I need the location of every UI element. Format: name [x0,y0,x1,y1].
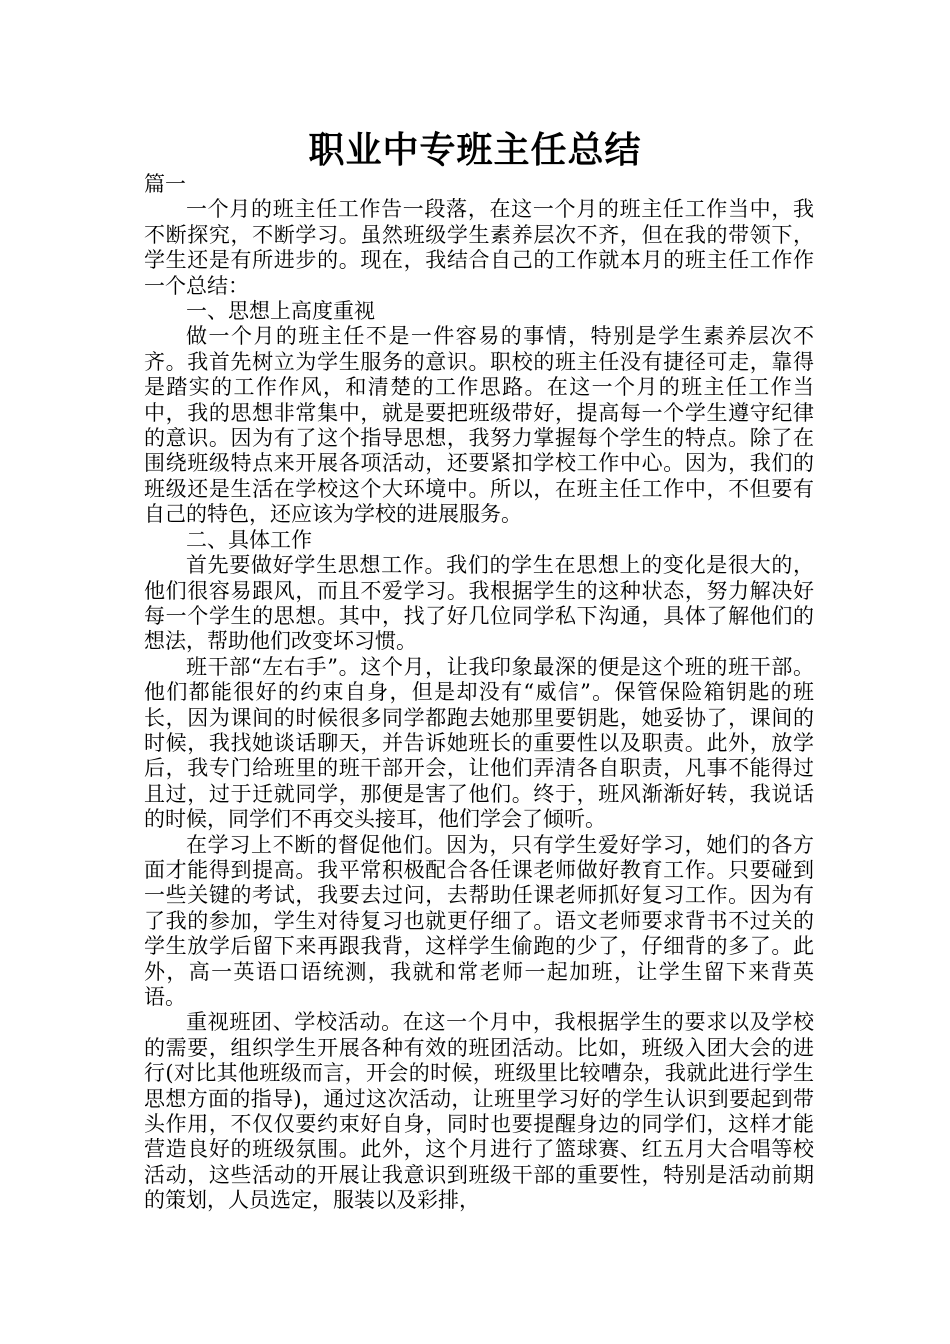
heading-thought: 一、思想上高度重视 [186,299,375,324]
paragraph-class-cadres: 班干部“左右手”。这个月，让我印象最深的便是这个班的班干部。他们都能很好的约束自身，但是却没有“威信”。保管保险箱钥匙的班长，因为课间的时候很多同学都跑去她那里要钥匙，她妥协了，课间的时候，我找她谈话聊天，并告诉她班长的重要性以及职责。此外，放学后，我专门给班里的班干部开会，让他们弄清各自职责，凡事不能得过且过，过于迁就同学，那便是害了他们。终于，班风渐渐好转，我说话的时候，同学们不再交头接耳，他们学会了倾听。 [144,654,814,832]
paragraph-thought: 做一个月的班主任不是一件容易的事情，特别是学生素养层次不齐。我首先树立为学生服务的意识。职校的班主任没有捷径可走，靠得是踏实的工作作风，和清楚的工作思路。在这一个月的班主任工作当中，我的思想非常集中，就是要把班级带好，提高每一个学生遵守纪律的意识。因为有了这个指导思想，我努力掌握每个学生的特点。除了在围绕班级特点来开展各项活动，还要紧扣学校工作中心。因为，我们的班级还是生活在学校这个大环境中。所以，在班主任工作中，不但要有自己的特色，还应该为学校的进展服务。 [144,324,814,527]
heading-work: 二、具体工作 [186,527,312,552]
document-body [144,172,814,1214]
paragraph-study: 在学习上不断的督促他们。因为，只有学生爱好学习，她们的各方面才能得到提高。我平常积极配合各任课老师做好教育工作。只要碰到一些关键的考试，我要去过问，去帮助任课老师抓好复习工作。因为有了我的参加，学生对待复习也就更仔细了。语文老师要求背书不过关的学生放学后留下来再跟我背，这样学生偷跑的少了，仔细背的多了。此外，高一英语口语统测，我就和常老师一起加班，让学生留下来背英语。 [144,832,814,1009]
paragraph-intro: 一个月的班主任工作告一段落，在这一个月的班主任工作当中，我不断探究，不断学习。虽然班级学生素养层次不齐，但在我的带领下，学生还是有所进步的。现在，我结合自己的工作就本月的班主任工作作一个总结： [144,197,814,298]
section-label: 篇一 [144,172,186,196]
paragraph-student-thinking: 首先要做好学生思想工作。我们的学生在思想上的变化是很大的，他们很容易跟风，而且不爱学习。我根据学生的这种状态，努力解决好每一个学生的思想。其中，找了好几位同学私下沟通，具体了解他们的想法，帮助他们改变坏习惯。 [144,553,814,654]
paragraph-activities: 重视班团、学校活动。在这一个月中，我根据学生的要求以及学校的需要，组织学生开展各种有效的班团活动。比如，班级入团大会的进行(对比其他班级而言，开会的时候，班级里比较嘈杂，我就此进行学生思想方面的指导)，通过这次活动，让班里学习好的学生认识到要起到带头作用，不仅仅要约束好自身，同时也要提醒身边的同学们，这样才能营造良好的班级氛围。此外，这个月进行了篮球赛、红五月大合唱等校活动，这些活动的开展让我意识到班级干部的重要性，特别是活动前期的策划，人员选定，服装以及彩排， [144,1010,814,1213]
document-title: 职业中专班主任总结 [308,130,642,171]
